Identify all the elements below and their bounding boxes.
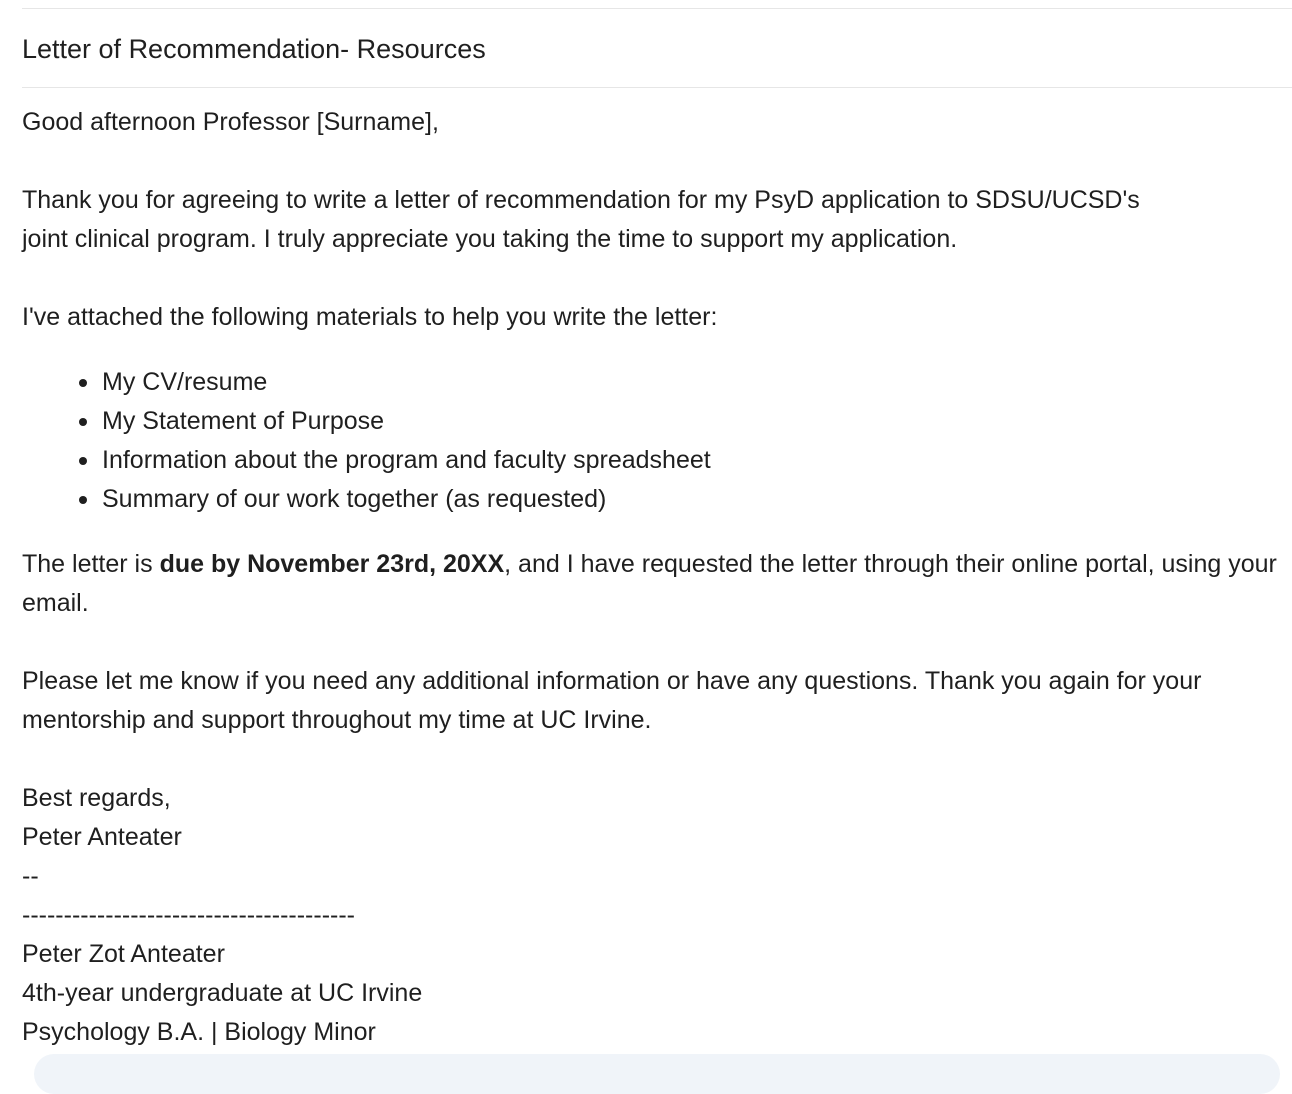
list-item: My CV/resume <box>102 363 1284 402</box>
signature-major: Psychology B.A. | Biology Minor <box>22 1018 376 1046</box>
thank-you-line-1: Thank you for agreeing to write a letter of recommendation for my PsyD application to SDSU/UCSD's <box>22 186 1140 214</box>
bullet-icon <box>79 457 87 465</box>
greeting: Good afternoon Professor [Surname], <box>22 108 439 136</box>
email-subject: Letter of Recommendation- Resources <box>22 34 486 64</box>
list-item: Information about the program and faculty spreadsheet <box>102 441 1284 480</box>
sender-name: Peter Anteater <box>22 823 182 851</box>
due-date: due by November 23rd, 20XX <box>159 550 505 578</box>
closing-paragraph: Please let me know if you need any additional information or have any questions. Thank you again for your mentorship and support throughout my time at UC Irvine. <box>22 667 1202 734</box>
signature-full-name: Peter Zot Anteater <box>22 940 225 968</box>
materials-list <box>22 363 1284 519</box>
list-item: Summary of our work together (as requested) <box>102 480 1284 519</box>
signature-separator: -- <box>22 862 39 890</box>
list-item: My Statement of Purpose <box>102 402 1284 441</box>
closing: Best regards, <box>22 784 171 812</box>
thank-you-line-2: joint clinical program. I truly appreciate you taking the time to support my application. <box>22 225 958 253</box>
signature-title: 4th-year undergraduate at UC Irvine <box>22 979 423 1007</box>
materials-intro: I've attached the following materials to help you write the letter: <box>22 303 718 331</box>
due-date-paragraph: The letter is due by November 23rd, 20XX, and I have requested the letter through their online portal, using your email. <box>22 550 1277 617</box>
bullet-icon <box>79 379 87 387</box>
email-body <box>22 103 1284 1052</box>
subject-row <box>22 9 1292 88</box>
signature-rule: ---------------------------------------- <box>22 901 356 929</box>
reply-bar[interactable] <box>34 1054 1280 1094</box>
bullet-icon <box>79 496 87 504</box>
bullet-icon <box>79 418 87 426</box>
